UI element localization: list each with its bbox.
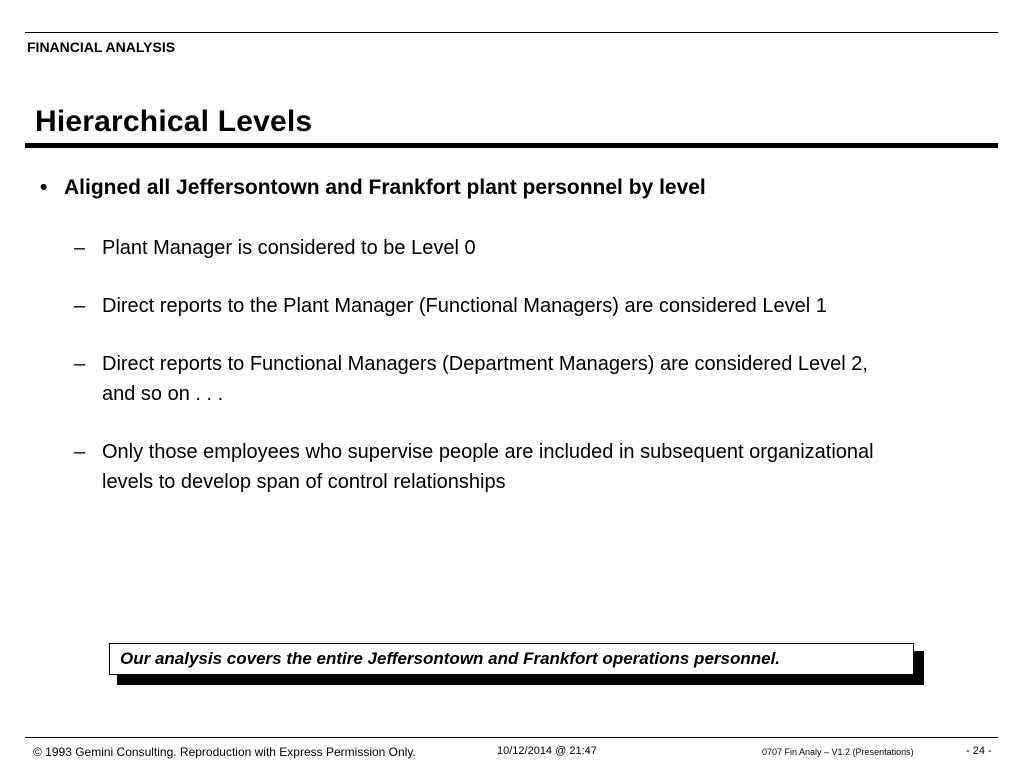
footer-page-number: - 24 - xyxy=(966,745,992,757)
sub-bullet-supervisors xyxy=(74,437,874,497)
dash-marker: – xyxy=(74,295,86,317)
main-bullet-text: Aligned all Jeffersontown and Frankfort plant personnel by level xyxy=(64,176,706,199)
section-label: FINANCIAL ANALYSIS xyxy=(27,39,176,55)
footer-copyright: © 1993 Gemini Consulting. Reproduction with Express Permission Only. xyxy=(33,745,416,759)
sub-bullet-text: Direct reports to the Plant Manager (Functional Managers) are considered Level 1 xyxy=(102,295,827,317)
callout-box: Our analysis covers the entire Jeffersontown and Frankfort operations personnel. xyxy=(109,643,914,675)
sub-bullet-text: Plant Manager is considered to be Level 0 xyxy=(102,237,476,259)
sub-bullet-level-0 xyxy=(74,233,874,263)
sub-bullet-text: Only those employees who supervise people are included in subsequent organizational levels to develop span of control relationships xyxy=(102,441,874,493)
title-divider xyxy=(25,143,998,148)
footer-divider xyxy=(25,737,998,738)
dash-marker: – xyxy=(74,237,86,259)
dash-marker: – xyxy=(74,353,86,375)
sub-bullet-list xyxy=(74,233,874,525)
main-bullet xyxy=(40,174,940,202)
dash-marker: – xyxy=(74,441,86,463)
footer-date: 10/12/2014 @ 21:47 xyxy=(497,745,597,757)
sub-bullet-level-2 xyxy=(74,349,874,409)
slide-title: Hierarchical Levels xyxy=(35,105,313,138)
bullet-marker: • xyxy=(40,176,48,199)
header-divider xyxy=(25,32,998,33)
sub-bullet-level-1 xyxy=(74,291,874,321)
footer-document-id: 0707 Fin Analy – V1.2 (Presentations) xyxy=(762,747,914,757)
sub-bullet-text: Direct reports to Functional Managers (Department Managers) are considered Level 2, and so on . . . xyxy=(102,353,868,405)
